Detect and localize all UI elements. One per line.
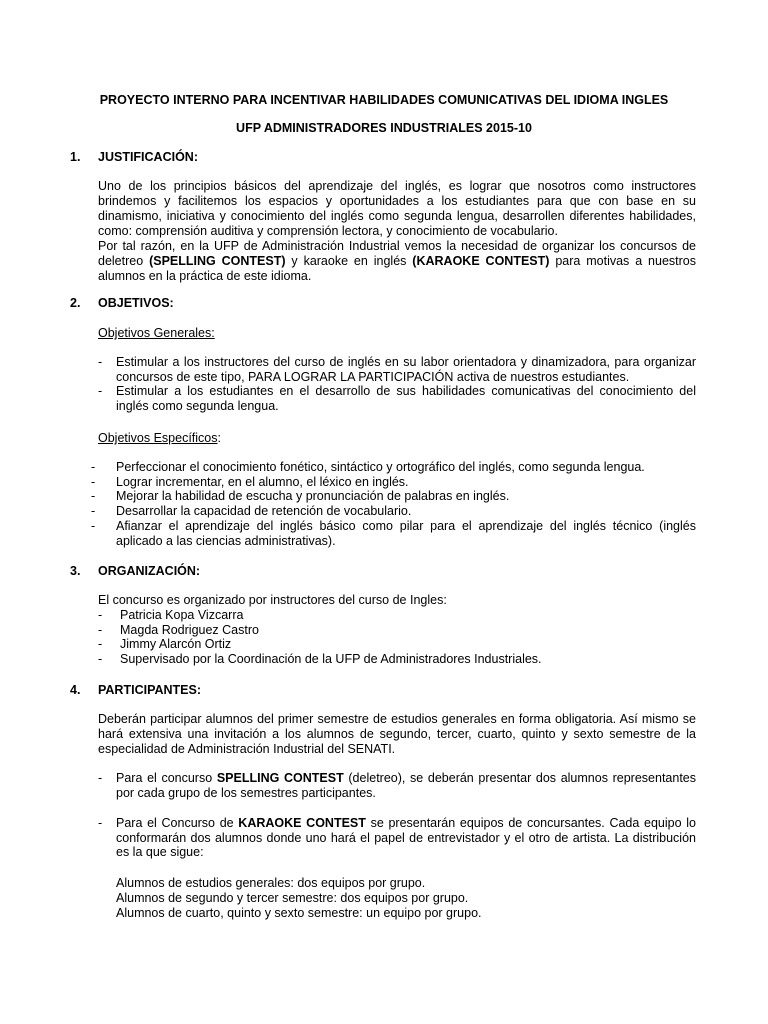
section-1-number: 1. <box>70 150 81 164</box>
section-1-heading <box>70 150 198 164</box>
justification-text-2a: Por tal razón, en la UFP de Administración Industrial vemos la necesidad de organizar los concursos de deletreo <box>98 239 696 268</box>
karaoke-rule-text-c: se presentarán equipos de concursantes. Cada equipo lo conformarán dos alumnos donde uno hará el papel de entrevistador y el otro de artista. La distribución es la que sigue: <box>116 816 696 860</box>
list-item: - Perfeccionar el conocimiento fonético, sintáctico y ortográfico del inglés, como segunda lengua. <box>91 460 696 475</box>
section-3-number: 3. <box>70 564 81 578</box>
list-item: - Patricia Kopa Vizcarra <box>98 608 696 623</box>
karaoke-contest-term: (KARAOKE CONTEST) <box>412 254 550 268</box>
karaoke-rule-text-a: Para el Concurso de <box>116 816 239 830</box>
spelling-rule-text-a: Para el concurso <box>116 771 217 785</box>
participants-list-2 <box>98 816 696 860</box>
spelling-contest-term: (SPELLING CONTEST) <box>149 254 286 268</box>
distribution-line: Alumnos de estudios generales: dos equipos por grupo. <box>116 876 426 890</box>
participants-list-1 <box>98 771 696 800</box>
list-item: - Jimmy Alarcón Ortiz <box>98 637 696 652</box>
list-item: - Desarrollar la capacidad de retención de vocabulario. <box>91 504 696 519</box>
organization-intro: El concurso es organizado por instructores del curso de Ingles: <box>98 593 447 607</box>
list-item: - Afianzar el aprendizaje del inglés básico como pilar para el aprendizaje del inglés técnico (inglés aplicado a las ciencias administrativas). <box>91 519 696 548</box>
spelling-rule-text-c: (deletreo), se deberán presentar dos alumnos representantes por cada grupo de los semestres participantes. <box>116 771 696 800</box>
specific-objectives-colon: : <box>217 431 221 445</box>
general-objectives-list <box>98 355 696 414</box>
list-item: - Estimular a los instructores del curso de inglés en su labor orientadora y dinamizadora, para organizar concursos de este tipo, PARA LOGRAR LA PARTICIPACIÓN activa de nuestros estudiantes. <box>98 355 696 384</box>
list-item <box>98 771 696 800</box>
section-2-heading <box>70 296 174 310</box>
document-title: PROYECTO INTERNO PARA INCENTIVAR HABILIDADES COMUNICATIVAS DEL IDIOMA INGLES <box>99 93 669 107</box>
list-item: - Supervisado por la Coordinación de la UFP de Administradores Industriales. <box>98 652 696 667</box>
list-item: - Magda Rodriguez Castro <box>98 623 696 638</box>
section-4-number: 4. <box>70 683 81 697</box>
specific-objectives-list <box>91 460 696 548</box>
justification-text-2e: para motivas a nuestros alumnos en la práctica de este idioma. <box>98 254 696 283</box>
section-1-title: JUSTIFICACIÓN: <box>98 150 198 164</box>
section-4-heading <box>70 683 201 697</box>
document-subtitle: UFP ADMINISTRADORES INDUSTRIALES 2015-10 <box>236 121 532 135</box>
list-item <box>98 816 696 860</box>
team-distribution <box>116 876 482 921</box>
organizers-list <box>98 608 696 667</box>
distribution-line: Alumnos de cuarto, quinto y sexto semestre: un equipo por grupo. <box>116 906 482 920</box>
spelling-contest-term: SPELLING CONTEST <box>216 771 344 785</box>
general-objectives-label: Objetivos Generales: <box>98 326 215 340</box>
section-2-title: OBJETIVOS: <box>98 296 174 310</box>
section-4-title: PARTICIPANTES: <box>98 683 202 697</box>
participants-paragraph: Deberán participar alumnos del primer semestre de estudios generales en forma obligatoria. Así mismo se hará extensiva una invitación a los alumnos de segundo, tercer, cuarto, quinto y sexto semestre de la especialidad de Administración Industrial del SENATI. <box>98 712 696 756</box>
list-item: - Lograr incrementar, en el alumno, el léxico en inglés. <box>91 475 696 490</box>
section-1-paragraph <box>98 179 696 284</box>
karaoke-contest-term: KARAOKE CONTEST <box>238 816 366 830</box>
section-3-title: ORGANIZACIÓN: <box>98 564 201 578</box>
section-3-heading <box>70 564 200 578</box>
section-2-number: 2. <box>70 296 81 310</box>
list-item: - Estimular a los estudiantes en el desarrollo de sus habilidades comunicativas del conocimiento del inglés como segunda lengua. <box>98 384 696 413</box>
distribution-line: Alumnos de segundo y tercer semestre: dos equipos por grupo. <box>116 891 469 905</box>
specific-objectives-label: Objetivos Específicos <box>98 431 218 445</box>
specific-objectives-heading <box>98 431 221 445</box>
justification-text-1: Uno de los principios básicos del aprendizaje del inglés, es lograr que nosotros como instructores brindemos y facilitemos los espacios y oportunidades a los estudiantes para que con base en su dinamismo, iniciativa y conocimiento del inglés como segunda lengua, desarrollen diferentes habilidades, como: comprensión auditiva y comprensión lectora, y conocimiento de vocabulario. <box>98 179 696 238</box>
justification-text-2c: y karaoke en inglés <box>285 254 413 268</box>
list-item: - Mejorar la habilidad de escucha y pronunciación de palabras en inglés. <box>91 489 696 504</box>
